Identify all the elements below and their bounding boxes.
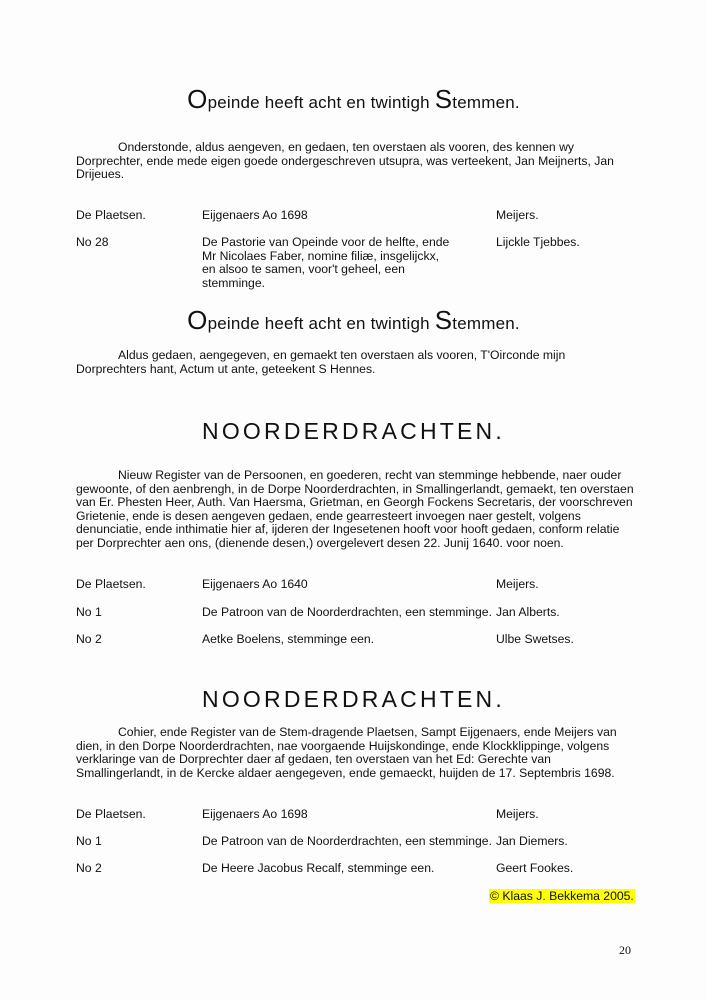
column-header-plaetsen: De Plaetsen. [76, 577, 146, 591]
column-header-plaetsen: De Plaetsen. [76, 208, 146, 222]
column-header-meijers: Meijers. [496, 807, 539, 821]
row-place: No 28 [76, 235, 109, 249]
copyright-notice: © Klaas J. Bekkema 2005. [490, 889, 634, 903]
row-owner: De Pastorie van Opeinde voor de helfte, ende Mr Nicolaes Faber, nomine filiæ, insgelijckx, en alsoo te samen, voor't geheel, een stemminge. [202, 235, 450, 290]
row-owner: De Patroon van de Noorderdrachten, een stemminge. [202, 834, 492, 848]
section-heading-opeinde-1: Opeinde heeft acht en twintigh Stemmen. [187, 84, 520, 114]
row-owner: Aetke Boelens, stemminge een. [202, 632, 375, 646]
row-meijer: Ulbe Swetses. [496, 632, 574, 646]
column-header-meijers: Meijers. [496, 208, 539, 222]
column-header-eijgenaers: Eijgenaers Ao 1698 [202, 208, 308, 222]
row-owner: De Patroon van de Noorderdrachten, een stemminge. [202, 605, 492, 619]
paragraph-aldus: Aldus gedaen, aengegeven, en gemaekt ten overstaen als vooren, T'Oirconde mijn Dorprechters hant, Actum ut ante, geteekent S Hennes. [76, 348, 566, 376]
row-meijer: Lijckle Tjebbes. [496, 235, 580, 249]
row-meijer: Jan Alberts. [496, 605, 560, 619]
row-place: No 1 [76, 834, 102, 848]
column-header-eijgenaers: Eijgenaers Ao 1698 [202, 807, 308, 821]
row-meijer: Geert Fookes. [496, 861, 574, 875]
column-header-plaetsen: De Plaetsen. [76, 807, 146, 821]
section-heading-noorderdrachten-1: NOORDERDRACHTEN. [202, 418, 505, 444]
paragraph-nieuw-register: Nieuw Register van de Persoonen, en goederen, recht van stemminge hebbende, naer ouder gewoonte, of den aenbrengh, in de Dorpe Noorderdrachten, in Smallingerlandt, gemaekt, ten overstaen van Er. Phesten Heer, Auth. Van Haersma, Grietman, en Georgh Fockens Secretaris, der voorschreven Grietenie, ende is desen aengeven gedaen, ende gearresteert invoegen naer gestelt, volgens denunciatie, ende inthimatie hier af, ijderen der Ingesetenen hooft voor hooft gedaen, conform relatie per Dorprechter aen ons, (dienende desen,) overgelevert desen 22. Junij 1640. voor noen. [76, 468, 634, 550]
page-number: 20 [619, 943, 631, 957]
row-meijer: Jan Diemers. [496, 834, 568, 848]
section-heading-opeinde-2: Opeinde heeft acht en twintigh Stemmen. [187, 305, 520, 335]
section-heading-noorderdrachten-2: NOORDERDRACHTEN. [202, 686, 505, 712]
paragraph-cohier: Cohier, ende Register van de Stem-dragende Plaetsen, Sampt Eijgenaers, ende Meijers van dien, in den Dorpe Noorderdrachten, nae voorgaende Huijskondinge, ende Klockklippinge, volgens verklaringe van de Dorprechter daer af gedaen, ten overstaen van het Ed: Gerechte van Smallingerlandt, in de Kercke aldaer aengegeven, ende gemaeckt, huijden de 17. Septembris 1698. [76, 725, 617, 780]
column-header-eijgenaers: Eijgenaers Ao 1640 [202, 577, 308, 591]
row-place: No 1 [76, 605, 102, 619]
row-owner: De Heere Jacobus Recalf, stemminge een. [202, 861, 435, 875]
row-place: No 2 [76, 861, 102, 875]
paragraph-onderstonde: Onderstonde, aldus aengeven, en gedaen, ten overstaen als vooren, des kennen wy Dorprechter, ende mede eigen goede ondergeschreven utsupra, was verteekent, Jan Meijnerts, Jan Drijeues. [76, 140, 614, 182]
row-place: No 2 [76, 632, 102, 646]
column-header-meijers: Meijers. [496, 577, 539, 591]
